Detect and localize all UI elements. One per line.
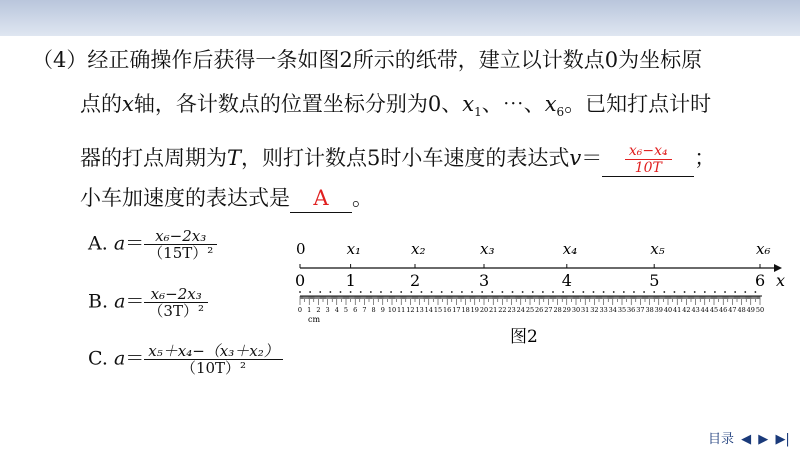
position-label: x₄ bbox=[562, 240, 578, 258]
axis-number: 0 bbox=[295, 271, 306, 290]
tape-dot bbox=[390, 291, 392, 293]
ruler-number: 36 bbox=[627, 306, 636, 314]
position-label: x₃ bbox=[480, 240, 495, 258]
ruler-number: 5 bbox=[343, 306, 349, 314]
tape-dot bbox=[593, 291, 595, 293]
last-icon[interactable]: ▶| bbox=[775, 432, 790, 447]
option-c[interactable] bbox=[88, 343, 283, 376]
tape-dot bbox=[755, 291, 757, 293]
numerator: x₆−2x₃ bbox=[150, 285, 202, 303]
question-line-4 bbox=[80, 184, 373, 213]
question-line-1 bbox=[32, 46, 702, 74]
tape-dot bbox=[704, 291, 706, 293]
var-v: v bbox=[569, 146, 582, 170]
ruler-number: 40 bbox=[663, 306, 673, 314]
tape-dot bbox=[350, 291, 352, 293]
unit-label: cm bbox=[308, 315, 321, 324]
tape-dot bbox=[603, 291, 605, 293]
ruler-number: 39 bbox=[654, 306, 663, 314]
text: ，则打计数点5时小车速度的表达式 bbox=[241, 146, 570, 170]
ruler-number: 0 bbox=[297, 306, 303, 314]
ruler-number: 26 bbox=[535, 306, 544, 314]
var-x1: x bbox=[462, 92, 475, 116]
text: 小车加速度的表达式是 bbox=[80, 186, 290, 210]
numerator: x₆−2x₃ bbox=[155, 227, 207, 245]
ruler-number: 18 bbox=[461, 306, 470, 314]
ruler-number: 10 bbox=[387, 306, 397, 314]
ruler-number: 7 bbox=[362, 306, 367, 314]
tape-dot bbox=[674, 291, 676, 293]
option-fraction bbox=[144, 343, 282, 376]
ruler-number: 44 bbox=[700, 306, 709, 314]
option-fraction bbox=[144, 286, 208, 319]
question-line-2 bbox=[80, 90, 711, 126]
ruler-number: 28 bbox=[553, 306, 562, 314]
option-label: B. bbox=[88, 290, 109, 313]
tape-dot bbox=[309, 291, 311, 293]
ruler-number: 16 bbox=[443, 306, 452, 314]
ruler-number: 32 bbox=[590, 306, 599, 314]
tape-dot bbox=[714, 291, 716, 293]
var-a: a bbox=[113, 232, 126, 255]
sub: 6 bbox=[556, 105, 565, 120]
ruler-number: 34 bbox=[608, 306, 617, 314]
denominator: （3T）² bbox=[144, 302, 208, 319]
tape-dot bbox=[744, 291, 746, 293]
tape-dot bbox=[532, 291, 534, 293]
tape-dot bbox=[724, 291, 726, 293]
tape-dot bbox=[562, 291, 564, 293]
ruler-number: 13 bbox=[415, 306, 424, 314]
tape-dot bbox=[734, 291, 736, 293]
tape-dot bbox=[522, 291, 524, 293]
var-a: a bbox=[114, 290, 126, 313]
position-label: x₆ bbox=[756, 240, 771, 258]
text: 。已知打点计时 bbox=[564, 92, 712, 116]
ruler-number: 41 bbox=[673, 306, 682, 314]
var-x6: x bbox=[544, 92, 557, 116]
answer-a: A bbox=[313, 186, 329, 210]
tape-dot bbox=[502, 291, 504, 293]
var-T: T bbox=[227, 146, 242, 170]
sub: 1 bbox=[474, 105, 482, 120]
ruler-number: 45 bbox=[709, 306, 719, 314]
tape-dot bbox=[451, 291, 453, 293]
ruler-number: 30 bbox=[571, 306, 581, 314]
tape-dot bbox=[400, 291, 402, 293]
ruler-number: 12 bbox=[406, 306, 415, 314]
tape-dot bbox=[481, 291, 483, 293]
ruler-number: 25 bbox=[525, 306, 535, 314]
text: 点的 bbox=[80, 92, 122, 116]
ruler-number: 11 bbox=[397, 306, 406, 314]
option-fraction bbox=[144, 228, 217, 261]
denominator: （10T）² bbox=[144, 359, 282, 376]
denominator: （15T）² bbox=[144, 244, 217, 261]
text: 轴，各计数点的位置坐标分别为0、 bbox=[133, 92, 463, 116]
tape-dot bbox=[694, 291, 696, 293]
ruler-number: 38 bbox=[645, 306, 654, 314]
tape-dot bbox=[340, 291, 342, 293]
tape-dot bbox=[653, 291, 655, 293]
slide-navigation bbox=[708, 428, 793, 447]
ruler-number: 1 bbox=[307, 306, 312, 314]
tape-dot bbox=[370, 291, 372, 293]
ruler-number: 33 bbox=[599, 306, 608, 314]
axis-number: 4 bbox=[561, 271, 572, 290]
x-axis-label: x bbox=[776, 271, 786, 290]
var-a: a bbox=[113, 347, 126, 370]
text: ＝ bbox=[581, 146, 603, 170]
tape-dot bbox=[461, 291, 463, 293]
position-label: 0 bbox=[296, 240, 306, 258]
option-label: A. bbox=[88, 232, 108, 255]
tape-dot bbox=[431, 291, 433, 293]
option-a[interactable] bbox=[88, 228, 217, 261]
ruler-number: 3 bbox=[325, 306, 330, 314]
next-icon[interactable]: ▶ bbox=[758, 432, 769, 447]
ruler-number: 6 bbox=[353, 306, 358, 314]
tape-dot bbox=[633, 291, 635, 293]
axis-number: 6 bbox=[755, 271, 766, 290]
tape-dot bbox=[582, 291, 584, 293]
tape-dot bbox=[471, 291, 473, 293]
axis-number: 2 bbox=[410, 271, 421, 290]
question-line-3 bbox=[80, 140, 715, 177]
answer-blank-a[interactable] bbox=[290, 184, 352, 213]
contents-link[interactable]: 目录 bbox=[708, 432, 735, 447]
text: 。 bbox=[352, 186, 373, 210]
tape-dot bbox=[441, 291, 443, 293]
ruler-number: 43 bbox=[691, 306, 700, 314]
text: ＝ bbox=[125, 290, 145, 313]
tape-dot bbox=[329, 291, 331, 293]
numerator: x₅＋x₄−（x₃＋x₂） bbox=[148, 342, 279, 360]
text: ＝ bbox=[125, 232, 145, 255]
top-banner bbox=[0, 0, 800, 36]
answer-v-fraction bbox=[625, 143, 672, 176]
option-label: C. bbox=[88, 347, 108, 370]
ruler-number: 20 bbox=[479, 306, 489, 314]
text: ＝ bbox=[125, 347, 145, 370]
ruler-number: 48 bbox=[737, 306, 746, 314]
tape-dot bbox=[299, 291, 301, 293]
tape-dot bbox=[684, 291, 686, 293]
ruler-number: 24 bbox=[516, 306, 525, 314]
ruler-number: 42 bbox=[682, 306, 691, 314]
tape-dot bbox=[552, 291, 554, 293]
tape-dot bbox=[663, 291, 665, 293]
tape-dot bbox=[360, 291, 362, 293]
ruler-number: 19 bbox=[470, 306, 479, 314]
position-label: x₁ bbox=[346, 240, 362, 258]
tape-dot bbox=[421, 291, 423, 293]
tape-dot bbox=[380, 291, 382, 293]
prev-icon[interactable]: ◀ bbox=[741, 432, 752, 447]
ruler-number: 50 bbox=[755, 306, 765, 314]
text: ； bbox=[694, 146, 716, 170]
ruler-number: 14 bbox=[424, 306, 433, 314]
tape-dot bbox=[491, 291, 493, 293]
ruler-number: 8 bbox=[371, 306, 376, 314]
ruler-number: 49 bbox=[746, 306, 755, 314]
figure-caption: 图2 bbox=[510, 327, 538, 346]
position-label: x₅ bbox=[650, 240, 665, 258]
tape-dot bbox=[319, 291, 321, 293]
numerator: x₆−x₄ bbox=[628, 143, 668, 159]
ruler-number: 22 bbox=[498, 306, 507, 314]
ruler-number: 47 bbox=[728, 306, 737, 314]
position-label: x₂ bbox=[411, 240, 426, 258]
ruler-number: 31 bbox=[581, 306, 590, 314]
option-b[interactable] bbox=[88, 286, 208, 319]
ruler-number: 29 bbox=[562, 306, 571, 314]
tape-dot bbox=[542, 291, 544, 293]
text: 、⋯、 bbox=[481, 92, 545, 116]
ruler-number: 21 bbox=[489, 306, 498, 314]
ruler-number: 35 bbox=[617, 306, 627, 314]
ruler bbox=[298, 291, 764, 314]
figure-2-tape-diagram bbox=[290, 236, 790, 346]
axis-number: 3 bbox=[479, 271, 490, 290]
tape-dot bbox=[512, 291, 514, 293]
axis-number: 5 bbox=[649, 271, 660, 290]
tape-dot bbox=[623, 291, 625, 293]
position-labels bbox=[296, 240, 770, 258]
denominator: 10T bbox=[625, 159, 672, 176]
ruler-number: 2 bbox=[316, 306, 321, 314]
tape-dot bbox=[410, 291, 412, 293]
tape-dot bbox=[643, 291, 645, 293]
answer-blank-v[interactable] bbox=[602, 140, 694, 177]
tape-dot bbox=[613, 291, 615, 293]
ruler-number: 46 bbox=[719, 306, 728, 314]
tape-dot bbox=[572, 291, 574, 293]
axis-number: 1 bbox=[345, 271, 356, 290]
ruler-number: 4 bbox=[334, 306, 339, 314]
ruler-number: 17 bbox=[452, 306, 461, 314]
text: 器的打点周期为 bbox=[80, 146, 227, 170]
ruler-number: 37 bbox=[636, 306, 645, 314]
question-text: （4）经正确操作后获得一条如图2所示的纸带，建立以计数点0为坐标原 bbox=[32, 48, 703, 72]
ruler-number: 15 bbox=[433, 306, 443, 314]
ruler-number: 9 bbox=[380, 306, 385, 314]
ruler-number: 23 bbox=[507, 306, 516, 314]
var-x: x bbox=[122, 92, 134, 116]
ruler-number: 27 bbox=[544, 306, 553, 314]
